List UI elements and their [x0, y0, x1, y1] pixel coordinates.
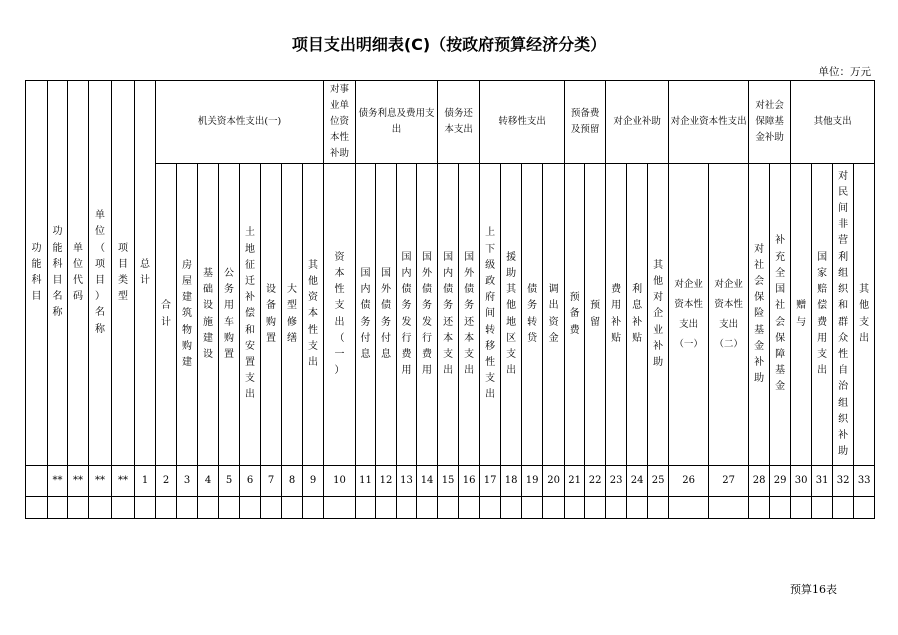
col-header-donations — [791, 164, 812, 466]
data-cell — [156, 497, 177, 519]
data-cell — [709, 497, 749, 519]
col-header-foreign-debt-interest — [376, 164, 397, 466]
column-index-cell: 30 — [791, 466, 812, 497]
col-header-domestic-debt-issuance-fees — [397, 164, 417, 466]
header-text: 国家赔偿费用支出 — [817, 251, 828, 377]
header-row-groups — [26, 81, 875, 164]
column-index-cell: 8 — [282, 466, 303, 497]
column-index-cell: 9 — [303, 466, 324, 497]
column-index-cell: 23 — [606, 466, 627, 497]
column-index-cell: 6 — [240, 466, 261, 497]
data-cell — [791, 497, 812, 519]
column-index-cell: 25 — [648, 466, 669, 497]
col-header-funds-transferred-out — [543, 164, 565, 466]
col-header-aid-to-other-regions — [501, 164, 522, 466]
column-index-cell: 1 — [135, 466, 156, 497]
col-header-reserved — [585, 164, 606, 466]
data-cell — [770, 497, 791, 519]
header-text: 债务转贷 — [527, 284, 538, 344]
col-header-state-compensation — [812, 164, 833, 466]
header-text: 其他对企业补助 — [653, 259, 664, 368]
header-text: 国内债务还本支出 — [443, 251, 454, 377]
column-index-cell: 20 — [543, 466, 565, 497]
data-cell — [135, 497, 156, 519]
data-cell — [812, 497, 833, 519]
header-text: 预留 — [590, 300, 601, 328]
col-header-unit-code — [68, 81, 89, 466]
column-index-cell — [26, 466, 48, 497]
header-text: 项目类型 — [118, 242, 128, 303]
column-index-cell: ** — [48, 466, 68, 497]
budget-table — [25, 80, 875, 519]
col-header-nonprofit-organization-subsidy — [833, 164, 854, 466]
col-header-debt-on-lending — [522, 164, 543, 466]
group-header-debt-principal-repayment: 债务还本支出 — [438, 81, 480, 164]
data-cell — [543, 497, 565, 519]
data-cell — [854, 497, 875, 519]
col-header-institution-capital-expenditure-1 — [324, 164, 356, 466]
column-index-cell: 28 — [749, 466, 770, 497]
col-header-expense-subsidy — [606, 164, 627, 466]
col-header-subtotal — [156, 164, 177, 466]
group-header-transfer-expenditure: 转移性支出 — [480, 81, 565, 164]
header-text: 补充全国社会保障基金 — [775, 235, 786, 393]
data-cell — [417, 497, 438, 519]
column-index-cell: 17 — [480, 466, 501, 497]
header-text: 设备购置 — [266, 284, 276, 344]
col-header-enterprise-capital-expenditure-2: 对企业资本性支出（二） — [709, 164, 749, 466]
data-cell — [585, 497, 606, 519]
column-index-cell: 26 — [669, 466, 709, 497]
column-index-cell: ** — [89, 466, 112, 497]
data-cell — [648, 497, 669, 519]
group-header-institution-capital-subsidy: 对事业单位资本性补助 — [324, 81, 356, 164]
data-cell — [240, 497, 261, 519]
data-cell — [522, 497, 543, 519]
data-cell — [48, 497, 68, 519]
header-text: 对社会保险基金补助 — [754, 243, 765, 385]
column-index-cell: 5 — [219, 466, 240, 497]
column-index-cell: 12 — [376, 466, 397, 497]
header-text: 国外债务付息 — [381, 267, 392, 360]
col-header-function-subject — [26, 81, 48, 466]
column-index-cell: 24 — [627, 466, 648, 497]
column-index-cell: 27 — [709, 466, 749, 497]
group-header-enterprise-capital-expenditure: 对企业资本性支出 — [669, 81, 749, 164]
data-cell — [606, 497, 627, 519]
group-header-social-security-fund-subsidy: 对社会保障基金补助 — [749, 81, 791, 164]
header-text: 合计 — [161, 300, 171, 328]
header-text: 资本性支出（一） — [334, 251, 345, 377]
col-header-foreign-debt-issuance-fees — [417, 164, 438, 466]
column-index-cell: 18 — [501, 466, 522, 497]
column-index-row — [26, 466, 875, 497]
col-header-land-acquisition-compensation — [240, 164, 261, 466]
column-index-cell: 3 — [177, 466, 198, 497]
column-index-cell: 10 — [324, 466, 356, 497]
group-header-enterprise-subsidy: 对企业补助 — [606, 81, 669, 164]
col-header-equipment-purchase — [261, 164, 282, 466]
col-header-reserve-fund — [565, 164, 585, 466]
header-text: 基础设施建设 — [203, 267, 213, 360]
group-header-other-expenditure: 其他支出 — [791, 81, 875, 164]
header-text: 对民间非营利组织和群众性自治组织补助 — [838, 170, 849, 458]
data-cell — [376, 497, 397, 519]
data-cell — [501, 497, 522, 519]
column-index-cell: 7 — [261, 466, 282, 497]
header-text: 其他支出 — [859, 284, 870, 344]
group-header-agency-capital-expenditure: 机关资本性支出(一) — [156, 81, 324, 164]
header-text: 赠与 — [796, 300, 807, 328]
data-cell — [749, 497, 770, 519]
column-index-cell: 2 — [156, 466, 177, 497]
unit-label: 单位：万元 — [818, 66, 871, 78]
column-index-cell: 31 — [812, 466, 833, 497]
data-cell — [282, 497, 303, 519]
group-header-reserve-funds: 预备费及预留 — [565, 81, 606, 164]
column-index-cell: 14 — [417, 466, 438, 497]
column-index-cell: 19 — [522, 466, 543, 497]
header-text: 调出资金 — [548, 284, 559, 344]
col-header-function-subject-name — [48, 81, 68, 466]
header-text: 其他资本性支出 — [308, 259, 319, 368]
column-index-cell: 21 — [565, 466, 585, 497]
header-text: 利息补贴 — [632, 284, 643, 344]
data-cell — [627, 497, 648, 519]
data-cell — [324, 497, 356, 519]
col-header-other-enterprise-subsidy — [648, 164, 669, 466]
data-cell — [219, 497, 240, 519]
col-header-project-type — [112, 81, 135, 466]
header-text: 土地征迁补偿和安置支出 — [245, 227, 255, 401]
header-text: 单位代码 — [73, 242, 83, 303]
header-text: 国外债务还本支出 — [464, 251, 475, 377]
column-index-cell: 29 — [770, 466, 791, 497]
column-index-cell: ** — [68, 466, 89, 497]
header-text: 单位（项目）名称 — [95, 210, 105, 335]
header-text: 功能科目 — [31, 242, 42, 303]
column-index-cell: ** — [112, 466, 135, 497]
data-row — [26, 497, 875, 519]
column-index-cell: 16 — [459, 466, 480, 497]
header-text: 房屋建筑物购建 — [182, 259, 192, 368]
data-cell — [356, 497, 376, 519]
header-text: 预备费 — [569, 292, 580, 336]
data-cell — [26, 497, 48, 519]
header-text: 国内债务付息 — [360, 267, 371, 360]
col-header-infrastructure-construction — [198, 164, 219, 466]
data-cell — [198, 497, 219, 519]
data-cell — [397, 497, 417, 519]
page-title: 项目支出明细表(C)（按政府预算经济分类） — [291, 35, 607, 54]
data-cell — [833, 497, 854, 519]
col-header-intergovernmental-transfer — [480, 164, 501, 466]
group-header-debt-interest-and-fees: 债务利息及费用支出 — [356, 81, 438, 164]
col-header-other-capital-expenditure — [303, 164, 324, 466]
col-header-foreign-debt-principal — [459, 164, 480, 466]
header-text: 大型修缮 — [287, 284, 297, 344]
data-cell — [565, 497, 585, 519]
header-text: 功能科目名称 — [52, 226, 63, 319]
col-header-official-vehicle-purchase — [219, 164, 240, 466]
col-header-national-social-security-fund-supplement — [770, 164, 791, 466]
header-text: 上下级政府间转移性支出 — [485, 227, 496, 401]
column-index-cell: 22 — [585, 466, 606, 497]
header-text: 援助其他地区支出 — [506, 251, 517, 377]
header-text: 费用补贴 — [611, 284, 622, 344]
form-number-label: 预算16表 — [790, 583, 837, 596]
col-header-domestic-debt-interest — [356, 164, 376, 466]
data-cell — [459, 497, 480, 519]
col-header-other-expenditure — [854, 164, 875, 466]
col-header-enterprise-capital-expenditure-1: 对企业资本性支出（一） — [669, 164, 709, 466]
data-cell — [89, 497, 112, 519]
col-header-interest-subsidy — [627, 164, 648, 466]
col-header-domestic-debt-principal — [438, 164, 459, 466]
col-header-grand-total — [135, 81, 156, 466]
col-header-social-insurance-fund-subsidy — [749, 164, 770, 466]
col-header-unit-project-name — [89, 81, 112, 466]
data-cell — [669, 497, 709, 519]
header-text: 国外债务发行费用 — [422, 251, 433, 377]
data-cell — [438, 497, 459, 519]
data-cell — [480, 497, 501, 519]
column-index-cell: 13 — [397, 466, 417, 497]
data-cell — [303, 497, 324, 519]
data-cell — [68, 497, 89, 519]
col-header-major-repairs — [282, 164, 303, 466]
column-index-cell: 33 — [854, 466, 875, 497]
column-index-cell: 4 — [198, 466, 219, 497]
column-index-cell: 32 — [833, 466, 854, 497]
data-cell — [112, 497, 135, 519]
data-cell — [177, 497, 198, 519]
data-cell — [261, 497, 282, 519]
col-header-building-construction — [177, 164, 198, 466]
header-text: 总计 — [140, 258, 150, 286]
column-index-cell: 15 — [438, 466, 459, 497]
header-text: 公务用车购置 — [224, 267, 234, 360]
header-text: 国内债务发行费用 — [401, 251, 412, 377]
column-index-cell: 11 — [356, 466, 376, 497]
